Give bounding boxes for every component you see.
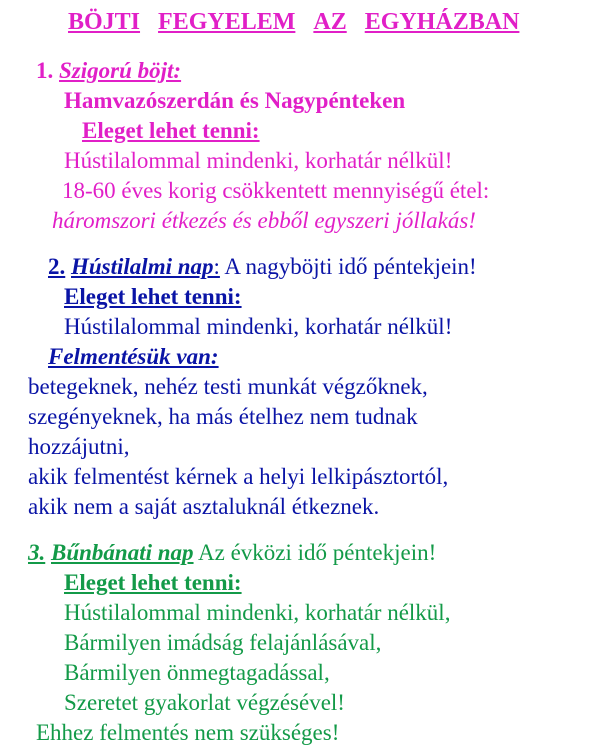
section3-note: Ehhez felmentés nem szükséges! xyxy=(36,720,340,745)
section3-option: Bármilyen önmegtagadással, xyxy=(64,660,330,685)
section1-title: Szigorú böjt: xyxy=(59,58,182,83)
section3-heading xyxy=(28,539,436,567)
section1-rule-meat: Hústilalommal mindenki, korhatár nélkül! xyxy=(64,148,453,173)
section3-title: Bűnbánati nap xyxy=(51,540,194,565)
section1-heading xyxy=(36,57,181,85)
section2-exempt-item: szegényeknek, ha más ételhez nem tudnak xyxy=(28,404,418,429)
section2-exempt-item: akik nem a saját asztaluknál étkeznek. xyxy=(28,494,380,519)
section3-when: Az évközi idő péntekjein! xyxy=(198,540,437,565)
title-word-1: BÖJTI xyxy=(68,9,141,35)
page-title xyxy=(68,8,519,36)
section1-number: 1. xyxy=(36,58,54,83)
title-word-3: AZ xyxy=(313,9,347,35)
section3-option: Hústilalommal mindenki, korhatár nélkül, xyxy=(64,600,451,625)
section3-number: 3. xyxy=(28,540,46,565)
section1-rule-age: 18-60 éves korig csökkentett mennyiségű étel: xyxy=(62,178,490,203)
title-word-2: FEGYELEM xyxy=(158,9,296,35)
section2-rule-meat: Hústilalommal mindenki, korhatár nélkül! xyxy=(64,314,453,339)
section2-when: A nagyböjti idő péntekjein! xyxy=(224,254,477,279)
section2-title: Hústilalmi nap xyxy=(71,254,214,279)
section2-exempt-item: akik felmentést kérnek a helyi lelkipásztortól, xyxy=(28,464,449,489)
section2-colon: : xyxy=(213,254,220,279)
section2-heading xyxy=(48,253,477,281)
section2-exempt-item: hozzájutni, xyxy=(28,434,130,459)
section3-can-do-label: Eleget lehet tenni: xyxy=(64,570,242,595)
title-word-4: EGYHÁZBAN xyxy=(364,9,520,35)
section2-exempt-label: Felmentésük van: xyxy=(48,344,219,369)
section2-number: 2. xyxy=(48,254,66,279)
section2-exempt-item: betegeknek, nehéz testi munkát végzőknek, xyxy=(28,374,428,399)
section2-can-do-label: Eleget lehet tenni: xyxy=(64,284,242,309)
section1-can-do-label: Eleget lehet tenni: xyxy=(82,118,260,143)
section3-option: Bármilyen imádság felajánlásával, xyxy=(64,630,382,655)
section3-option: Szeretet gyakorlat végzésével! xyxy=(64,690,345,715)
section1-rule-meals: háromszori étkezés és ebből egyszeri jóllakás! xyxy=(52,208,476,233)
section1-days: Hamvazószerdán és Nagypénteken xyxy=(64,88,406,113)
